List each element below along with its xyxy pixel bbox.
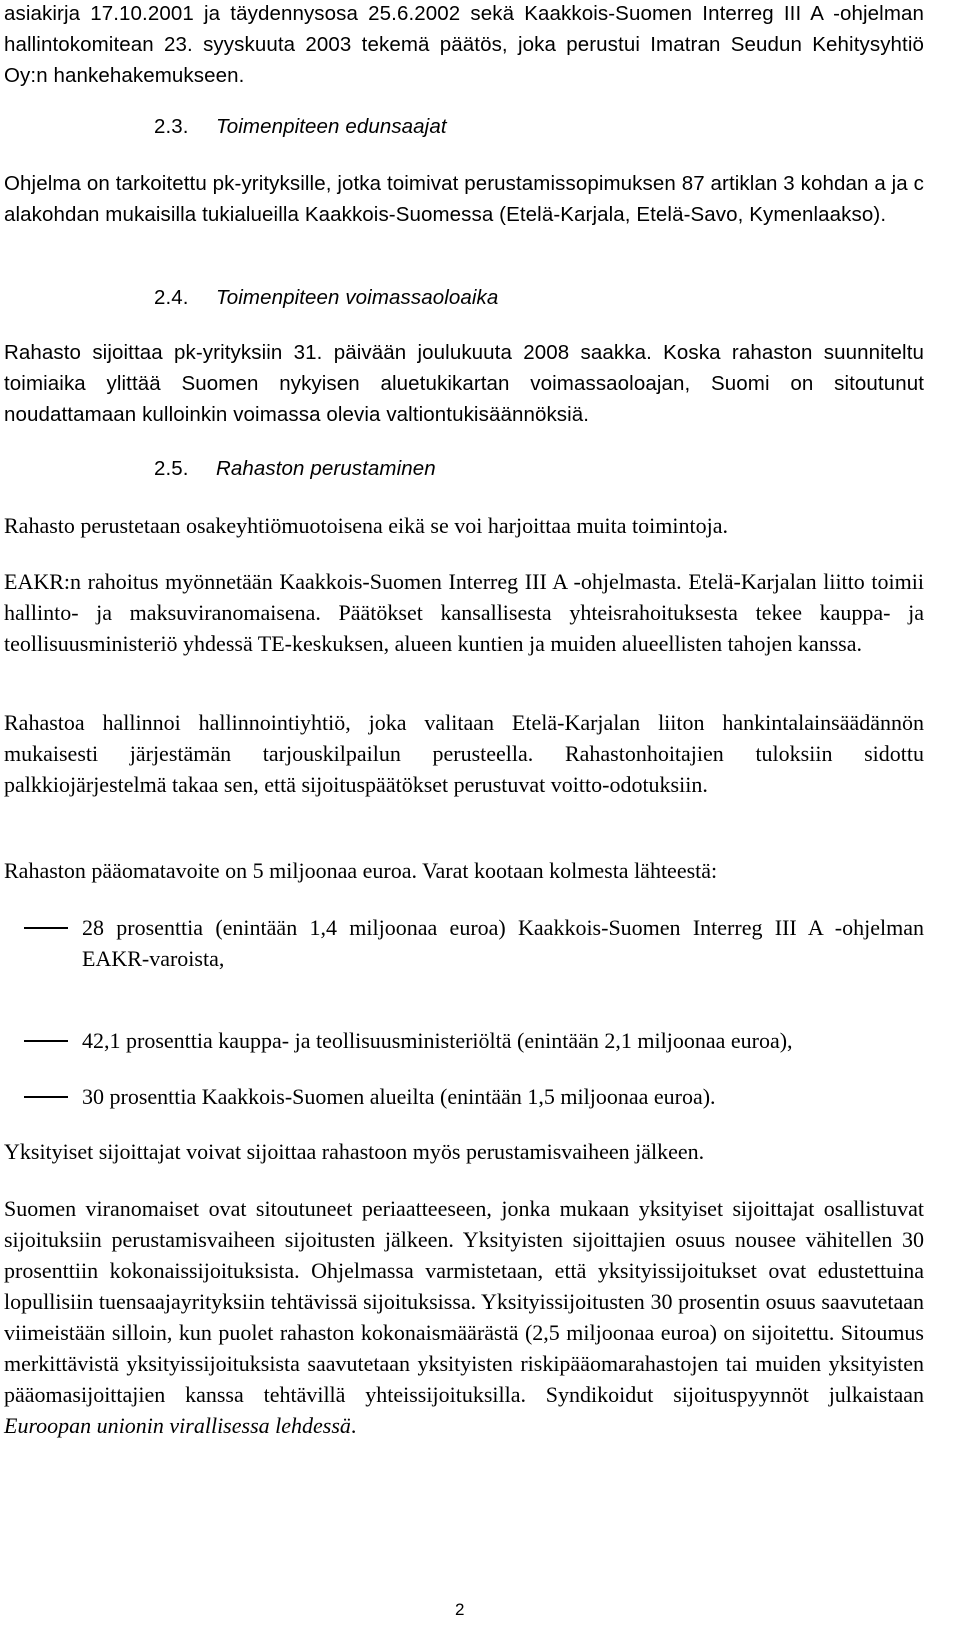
list-item-text: 30 prosenttia Kaakkois-Suomen alueilta (enintään 1,5 miljoonaa euroa). — [82, 1084, 716, 1109]
list-item — [4, 1025, 924, 1056]
funding-sources-list — [4, 912, 924, 974]
page-number: 2 — [455, 1600, 465, 1619]
section-number: 2.5. — [154, 457, 189, 480]
section-number: 2.4. — [154, 286, 189, 309]
section-2-5-paragraph-1: Rahasto perustetaan osakeyhtiömuotoisena eikä se voi harjoittaa muita toimintoja. — [4, 513, 728, 538]
dash-bullet-icon — [24, 1096, 68, 1098]
list-item-text: 42,1 prosenttia kauppa- ja teollisuusministeriöltä (enintään 2,1 miljoonaa euroa), — [82, 1028, 793, 1053]
section-number: 2.3. — [154, 115, 189, 138]
section-heading-2-3 — [154, 110, 447, 142]
dash-bullet-icon — [24, 1040, 68, 1042]
list-item — [4, 912, 924, 974]
section-2-3-body: Ohjelma on tarkoitettu pk-yrityksille, jotka toimivat perustamissopimuksen 87 artiklan 3 kohdan a ja c alakohdan mukaisilla tukialueilla Kaakkois-Suomessa (Etelä-Karjala, Etelä-Savo, Kymenlaakso). — [4, 172, 924, 226]
section-title: Toimenpiteen edunsaajat — [216, 115, 447, 138]
paragraph-text: Suomen viranomaiset ovat sitoutuneet periaatteeseen, jonka mukaan yksityiset sijoittajat osallistuvat sijoituksiin perustamisvaiheen sijoitusten jälkeen. Yksityisten sijoittajien osuus nousee vähitellen 30 prosenttiin kokonaissijoituksista. Ohjelmassa varmistetaan, että yksityissijoitukset ovat edustettuina lopullisiin tuensaajayrityksiin tehtävissä sijoituksissa. Yksityissijoitusten 30 prosentin osuus saavutetaan viimeistään silloin, kun puolet rahaston kokonaismäärästä (2,5 miljoonaa euroa) on sijoitettu. Sitoumus merkittävistä yksityissijoituksista saavutetaan yksityisten riskipääomarahastojen tai muiden yksityisten pääomasijoittajien kanssa tehtävillä yhteissijoituksilla. Syndikoidut sijoituspyynnöt julkaistaan — [4, 1196, 924, 1407]
dash-bullet-icon — [24, 927, 68, 929]
list-item — [4, 1081, 924, 1112]
section-2-5-paragraph-3: Rahastoa hallinnoi hallinnointiyhtiö, joka valitaan Etelä-Karjalan liiton hankintalainsäädännön mukaisesti järjestämän tarjouskilpailun perusteella. Rahastonhoitajien tuloksiin sidottu palkkiojärjestelmä takaa sen, että sijoituspäätökset perustuvat voitto-odotuksiin. — [4, 710, 924, 797]
section-2-5-paragraph-5: Yksityiset sijoittajat voivat sijoittaa rahastoon myös perustamisvaiheen jälkeen. — [4, 1139, 705, 1164]
journal-name: Euroopan unionin virallisessa lehdessä — [4, 1413, 351, 1438]
intro-paragraph: asiakirja 17.10.2001 ja täydennysosa 25.6.2002 sekä Kaakkois-Suomen Interreg III A -ohjelman hallintokomitean 23. syyskuuta 2003 tekemä päätös, joka perustui Imatran Seudun Kehitysyhtiö Oy:n hankehakemukseen. — [4, 2, 924, 87]
section-heading-2-5 — [154, 452, 436, 484]
section-2-5-paragraph-6 — [4, 1193, 924, 1441]
section-2-4-body: Rahasto sijoittaa pk-yrityksiin 31. päivään joulukuuta 2008 saakka. Koska rahaston suunniteltu toimiaika ylittää Suomen nykyisen aluetukikartan voimassaoloajan, Suomi on sitoutunut noudattamaan kulloinkin voimassa olevia valtiontukisäännöksiä. — [4, 341, 924, 426]
section-2-5-paragraph-2: EAKR:n rahoitus myönnetään Kaakkois-Suomen Interreg III A -ohjelmasta. Etelä-Karjalan liitto toimii hallinto- ja maksuviranomaisena. Päätökset kansallisesta yhteisrahoituksesta tekee kauppa- ja teollisuusministeriö yhdessä TE-keskuksen, alueen kuntien ja muiden alueellisten tahojen kanssa. — [4, 569, 924, 656]
list-item-text: 28 prosenttia (enintään 1,4 miljoonaa euroa) Kaakkois-Suomen Interreg III A -ohjelman EAKR-varoista, — [82, 915, 924, 971]
funding-sources-list — [4, 1081, 924, 1112]
funding-sources-list — [4, 1025, 924, 1056]
section-heading-2-4 — [154, 281, 498, 313]
section-title: Rahaston perustaminen — [216, 457, 436, 480]
section-title: Toimenpiteen voimassaoloaika — [216, 286, 499, 309]
section-2-5-paragraph-4: Rahaston pääomatavoite on 5 miljoonaa euroa. Varat kootaan kolmesta lähteestä: — [4, 858, 718, 883]
paragraph-end: . — [350, 1413, 357, 1438]
